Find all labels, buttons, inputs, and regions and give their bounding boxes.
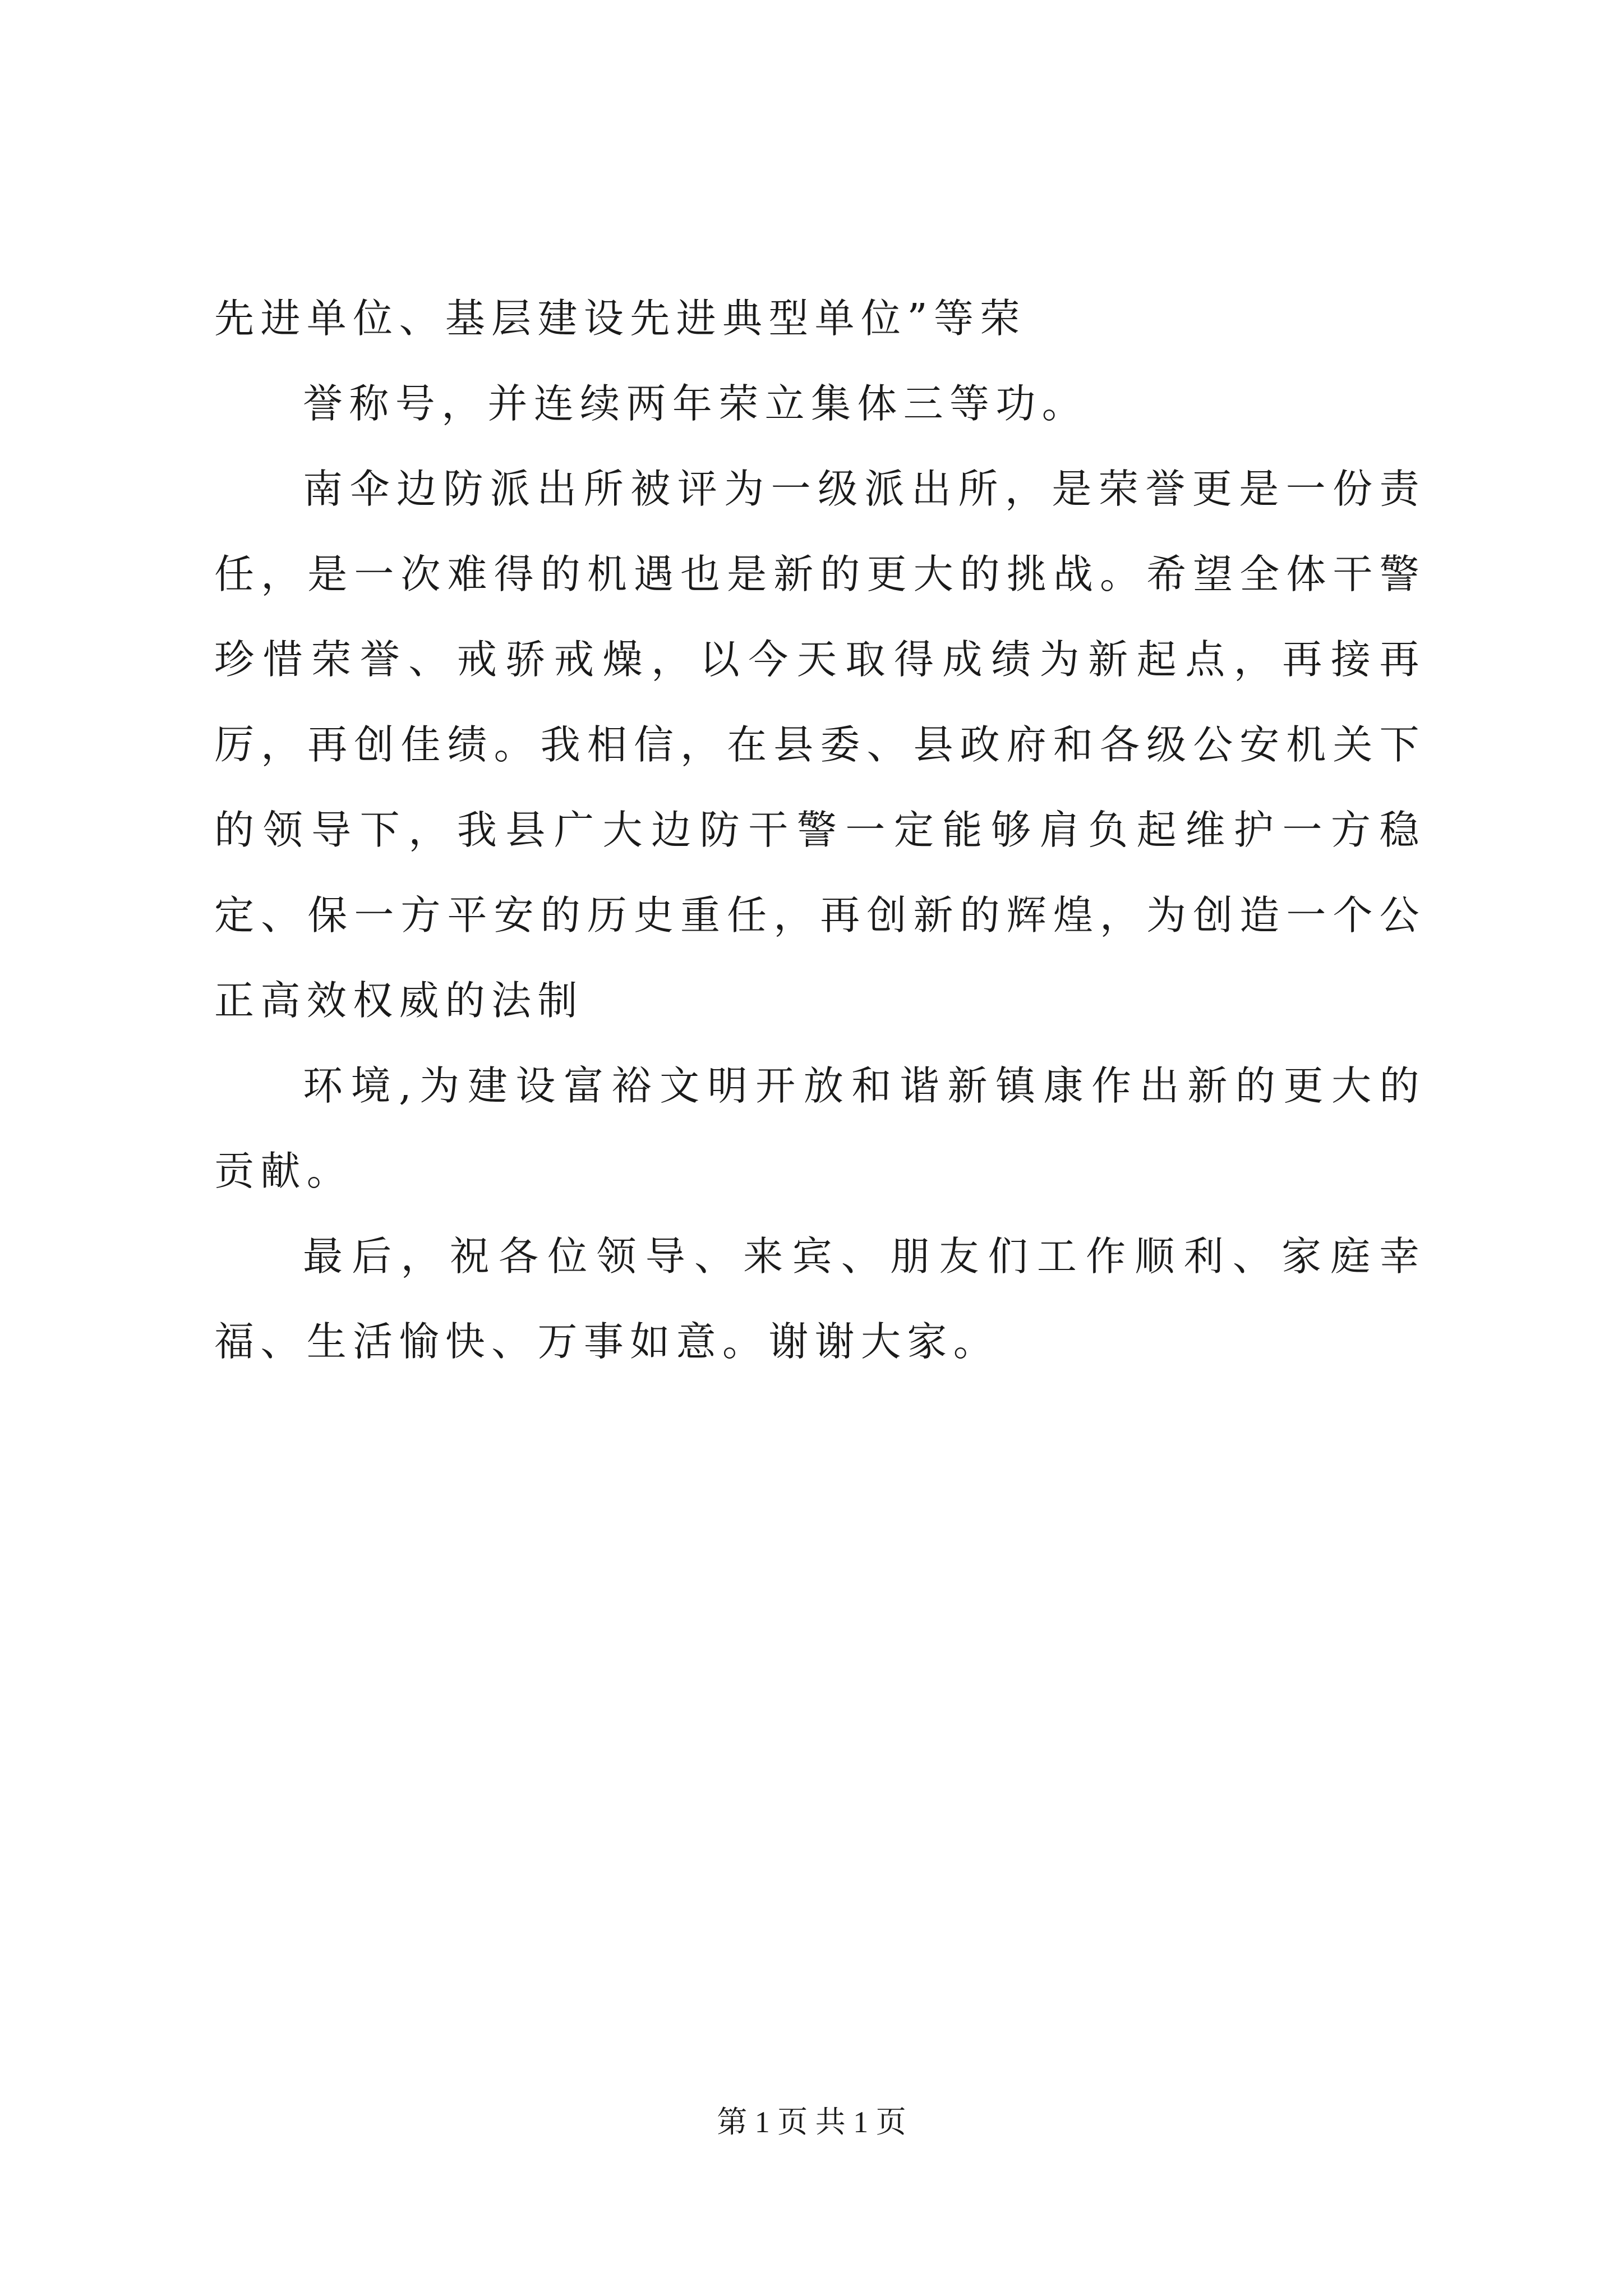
- paragraph-1: 先进单位、基层建设先进典型单位”等荣: [214, 295, 1026, 342]
- document-body: [214, 276, 1426, 1384]
- paragraph-2: 誉称号，并连续两年荣立集体三等功。: [303, 380, 1089, 427]
- paragraph-3: 南伞边防派出所被评为一级派出所，是荣誉更是一份责任，是一次难得的机遇也是新的更大的挑战。希望全体干警珍惜荣誉、戒骄戒燥，以今天取得成绩为新起点，再接再厉，再创佳绩。我相信，在县委、县政府和各级公安机关下的领导下，我县广大边防干警一定能够肩负起维护一方稳定、保一方平安的历史重任，再创新的辉煌，为创造一个公正高效权威的法制: [214, 466, 1426, 1024]
- page-footer: 第 1 页 共 1 页: [717, 2105, 906, 2139]
- paragraph-5: 最后，祝各位领导、来宾、朋友们工作顺利、家庭幸福、生活愉快、万事如意。谢谢大家。: [214, 1233, 1426, 1365]
- paragraph-4: 环境,为建设富裕文明开放和谐新镇康作出新的更大的贡献。: [214, 1062, 1426, 1194]
